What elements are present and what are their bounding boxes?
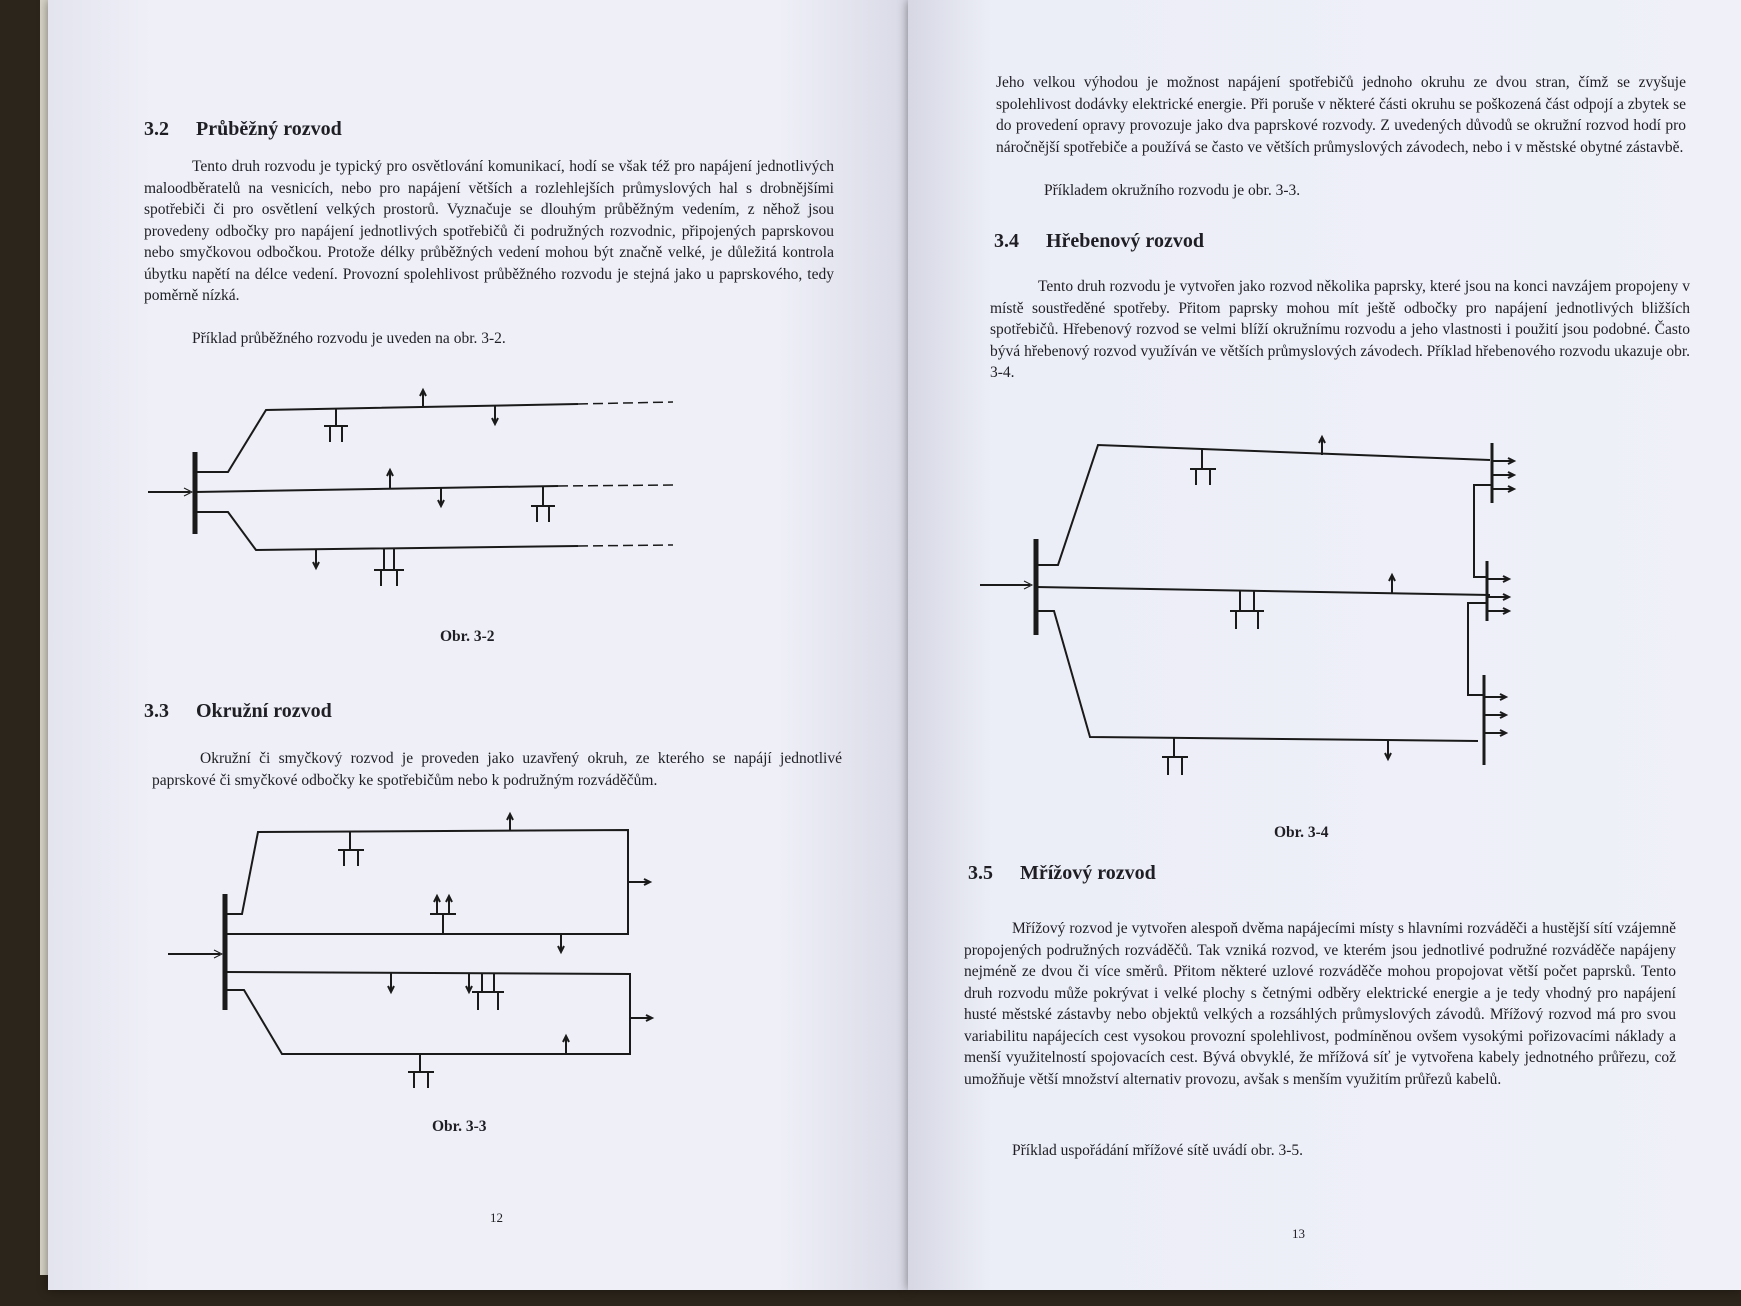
section-3-5-title: Mřížový rozvod [1020, 862, 1156, 884]
intro-paragraph: Jeho velkou výhodou je možnost napájení spotřebičů jednoho okruhu ze dvou stran, čímž se zvyšuje spolehlivost dodávky elektrické energie. Při poruše v některé části okruhu se poškozená část odpojí a zbytek se do provedení opravy provozuje jako dva paprskové rozvody. Z uvedených důvodů se okružní rozvod hodí pro náročnější spotřebiče a používá se často ve větších průmyslových závodech, nebo i v městské obytné zástavbě. [996, 74, 1686, 156]
section-3-4-heading [994, 230, 1204, 253]
section-3-3-paragraph: Okružní či smyčkový rozvod je proveden jako uzavřený okruh, ze kterého se napájí jednotlivé paprskové či smyčkové odbočky ke spotřebičům nebo k podružným rozváděčům. [152, 750, 842, 789]
section-3-4-number: 3.4 [994, 230, 1019, 252]
fig-3-2-line-middle [195, 486, 558, 492]
section-3-2-title: Průběžný rozvod [196, 118, 342, 140]
fig-3-3-ring-top [225, 830, 628, 934]
fig-3-2-line-bottom [195, 512, 578, 550]
fig-3-2-line-top [195, 404, 578, 472]
figure-3-4-caption: Obr. 3-4 [1274, 824, 1329, 841]
figure-3-2-caption: Obr. 3-2 [440, 628, 495, 645]
intro-example: Příkladem okružního rozvodu je obr. 3-3. [1044, 182, 1301, 199]
right-page [908, 0, 1741, 1290]
fig-3-4-link-1 [1474, 485, 1492, 577]
section-3-4-title: Hřebenový rozvod [1046, 230, 1204, 252]
figure-3-3 [158, 810, 758, 1100]
section-3-2-heading [144, 118, 342, 141]
figure-3-3-caption: Obr. 3-3 [432, 1118, 487, 1135]
section-3-3-heading [144, 700, 332, 723]
section-3-5-example: Příklad uspořádání mřížové sítě uvádí obr. 3-5. [1012, 1142, 1303, 1159]
section-3-5-paragraph: Mřížový rozvod je vytvořen alespoň dvěma napájecími místy s hlavními rozváděči a hustější sítí vzájemně propojených podružných rozváděčů. Tak vzniká rozvod, ve kterém jsou jednotlivé podružné rozváděče napájeny nejméně ze dvou či více směrů. Přitom některé uzlové rozváděče mohou propojovat větší počet paprsků. Tento druh rozvodu může pokrývat i velké plochy s četnými odběry elektrické energie a je tedy vhodný pro napájení husté městské zástavby nebo objektů velkých a rozsáhlých průmyslových závodů. Mřížový rozvod má pro svou variabilitu napájecích cest vysokou provozní spolehlivost, podmíněnou ovšem vysokými pořizovacími náklady a menší využitelností spojovacích cest. Bývá obvyklé, že mřížová síť je vytvořena kabely jednotného průřezu, což umožňuje větší množství alternativ provozu, avšak s menším využitím průřezů kabelů. [964, 920, 1676, 1088]
fig-3-4-ray-middle [1036, 587, 1490, 595]
section-3-2-example: Příklad průběžného rozvodu je uveden na obr. 3-2. [192, 330, 506, 347]
fig-3-4-ray-top [1036, 445, 1490, 565]
figure-3-2 [138, 380, 758, 600]
right-page-number: 13 [1292, 1226, 1305, 1241]
section-3-3-title: Okružní rozvod [196, 700, 332, 722]
section-3-2-number: 3.2 [144, 118, 169, 140]
left-page [48, 0, 908, 1290]
section-3-3-number: 3.3 [144, 700, 169, 722]
left-page-number: 12 [490, 1210, 503, 1225]
section-3-5-heading [968, 862, 1156, 885]
figure-3-4 [978, 425, 1558, 795]
section-3-5-number: 3.5 [968, 862, 993, 884]
section-3-4-paragraph: Tento druh rozvodu je vytvořen jako rozvod několika paprsky, které jsou na konci navzájem propojeny v místě soustředěné spotřeby. Přitom paprsky mohou mít ještě odbočky pro napájení jednotlivých bližších spotřebičů. Hřebenový rozvod se velmi blíží okružnímu rozvodu a jeho vlastnosti i použití jsou podobné. Často bývá hřebenový rozvod využíván ve větších průmyslových závodech. Příklad hřebenového rozvodu ukazuje obr. 3-4. [990, 278, 1690, 381]
fig-3-4-ray-bottom [1036, 611, 1478, 741]
section-3-2-paragraph: Tento druh rozvodu je typický pro osvětlování komunikací, hodí se však též pro napájení jednotlivých maloodběratelů na vesnicích, nebo pro napájení větších a rozlehlejších průmyslových hal s drobnějšími spotřebiči či pro osvětlení velkých prostorů. Vyznačuje se dlouhým průběžným vedením, z něhož jsou provedeny odbočky pro napájení jednotlivých spotřebičů či podružných rozvodnic, připojených paprskovou nebo smyčkovou odbočkou. Protože délky průběžných vedení mohou být značně velké, je důležitá kontrola úbytku napětí na délce vedení. Provozní spolehlivost průběžného rozvodu je stejná jako u paprskového, tedy poměrně nízká. [144, 158, 834, 304]
